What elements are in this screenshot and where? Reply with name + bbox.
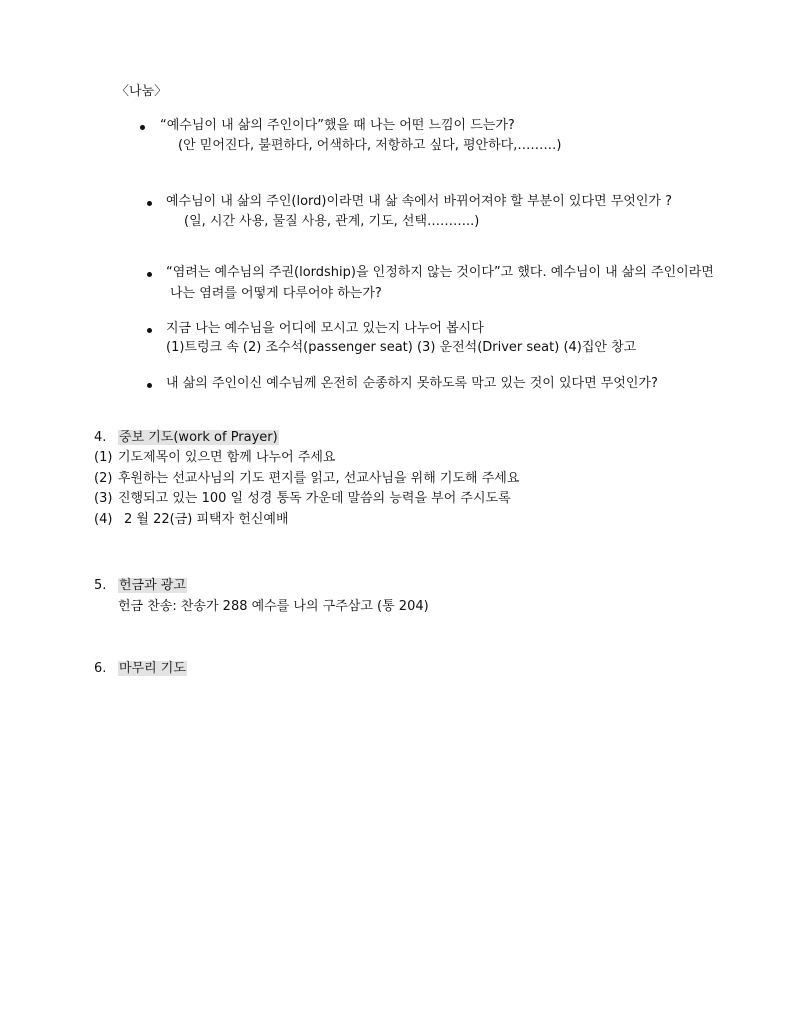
question-1-sub: (안 믿어진다, 불편하다, 어색하다, 저항하고 싶다, 평안하다,………) bbox=[178, 138, 562, 153]
bullet-icon bbox=[147, 272, 152, 277]
section-5-heading bbox=[94, 577, 187, 595]
question-2-sub: (일, 시간 사용, 물질 사용, 관계, 기도, 선택………..) bbox=[184, 214, 480, 229]
sharing-heading: 〈나눔〉 bbox=[116, 84, 168, 99]
section-4-number: 4. bbox=[94, 430, 107, 445]
list-item-text: 기도제목이 있으면 함께 나누어 주세요 bbox=[118, 450, 336, 465]
section-4-title: 중보 기도(work of Prayer) bbox=[119, 430, 278, 445]
section-6-title: 마무리 기도 bbox=[119, 661, 186, 676]
section-4-heading bbox=[94, 429, 279, 447]
list-item-number: (1) bbox=[94, 450, 113, 465]
list-item-number: (4) bbox=[94, 512, 113, 527]
section-6-number: 6. bbox=[94, 661, 107, 676]
section-5-detail: 헌금 찬송: 찬송가 288 예수를 나의 구주삼고 (통 204) bbox=[118, 599, 429, 614]
bullet-icon bbox=[147, 328, 152, 333]
question-3-text: “염려는 예수님의 주권(lordship)을 인정하지 않는 것이다”고 했다. 예수님이 내 삶의 주인이라면 bbox=[166, 265, 714, 280]
list-item bbox=[94, 470, 519, 488]
question-1-text: “예수님이 내 삶의 주인이다”했을 때 나는 어떤 느낌이 드는가? bbox=[160, 118, 515, 133]
list-item bbox=[94, 449, 335, 467]
list-item bbox=[94, 490, 511, 508]
list-item bbox=[94, 511, 289, 529]
bullet-icon bbox=[140, 125, 145, 130]
question-2-text: 예수님이 내 삶의 주인(lord)이라면 내 삶 속에서 바뀌어져야 할 부분이 있다면 무엇인가 ? bbox=[166, 194, 672, 209]
list-item-text: 2 월 22(금) 피택자 헌신예배 bbox=[124, 512, 289, 527]
bullet-icon bbox=[147, 383, 152, 388]
list-item-number: (2) bbox=[94, 471, 113, 486]
question-5-text: 내 삶의 주인이신 예수님께 온전히 순종하지 못하도록 막고 있는 것이 있다면 무엇인가? bbox=[166, 376, 658, 391]
bullet-icon bbox=[147, 201, 152, 206]
question-4-sub: (1)트렁크 속 (2) 조수석(passenger seat) (3) 운전석(Driver seat) (4)집안 창고 bbox=[166, 340, 637, 355]
list-item-text: 진행되고 있는 100 일 성경 통독 가운데 말씀의 능력을 부어 주시도록 bbox=[118, 491, 511, 506]
section-6-heading bbox=[94, 660, 187, 678]
list-item-text: 후원하는 선교사님의 기도 편지를 읽고, 선교사님을 위해 기도해 주세요 bbox=[118, 471, 520, 486]
section-5-title: 헌금과 광고 bbox=[119, 578, 186, 593]
section-5-number: 5. bbox=[94, 578, 107, 593]
question-4-text: 지금 나는 예수님을 어디에 모시고 있는지 나누어 봅시다 bbox=[166, 321, 484, 336]
question-3-sub: 나는 염려를 어떻게 다루어야 하는가? bbox=[170, 286, 382, 301]
list-item-number: (3) bbox=[94, 491, 113, 506]
